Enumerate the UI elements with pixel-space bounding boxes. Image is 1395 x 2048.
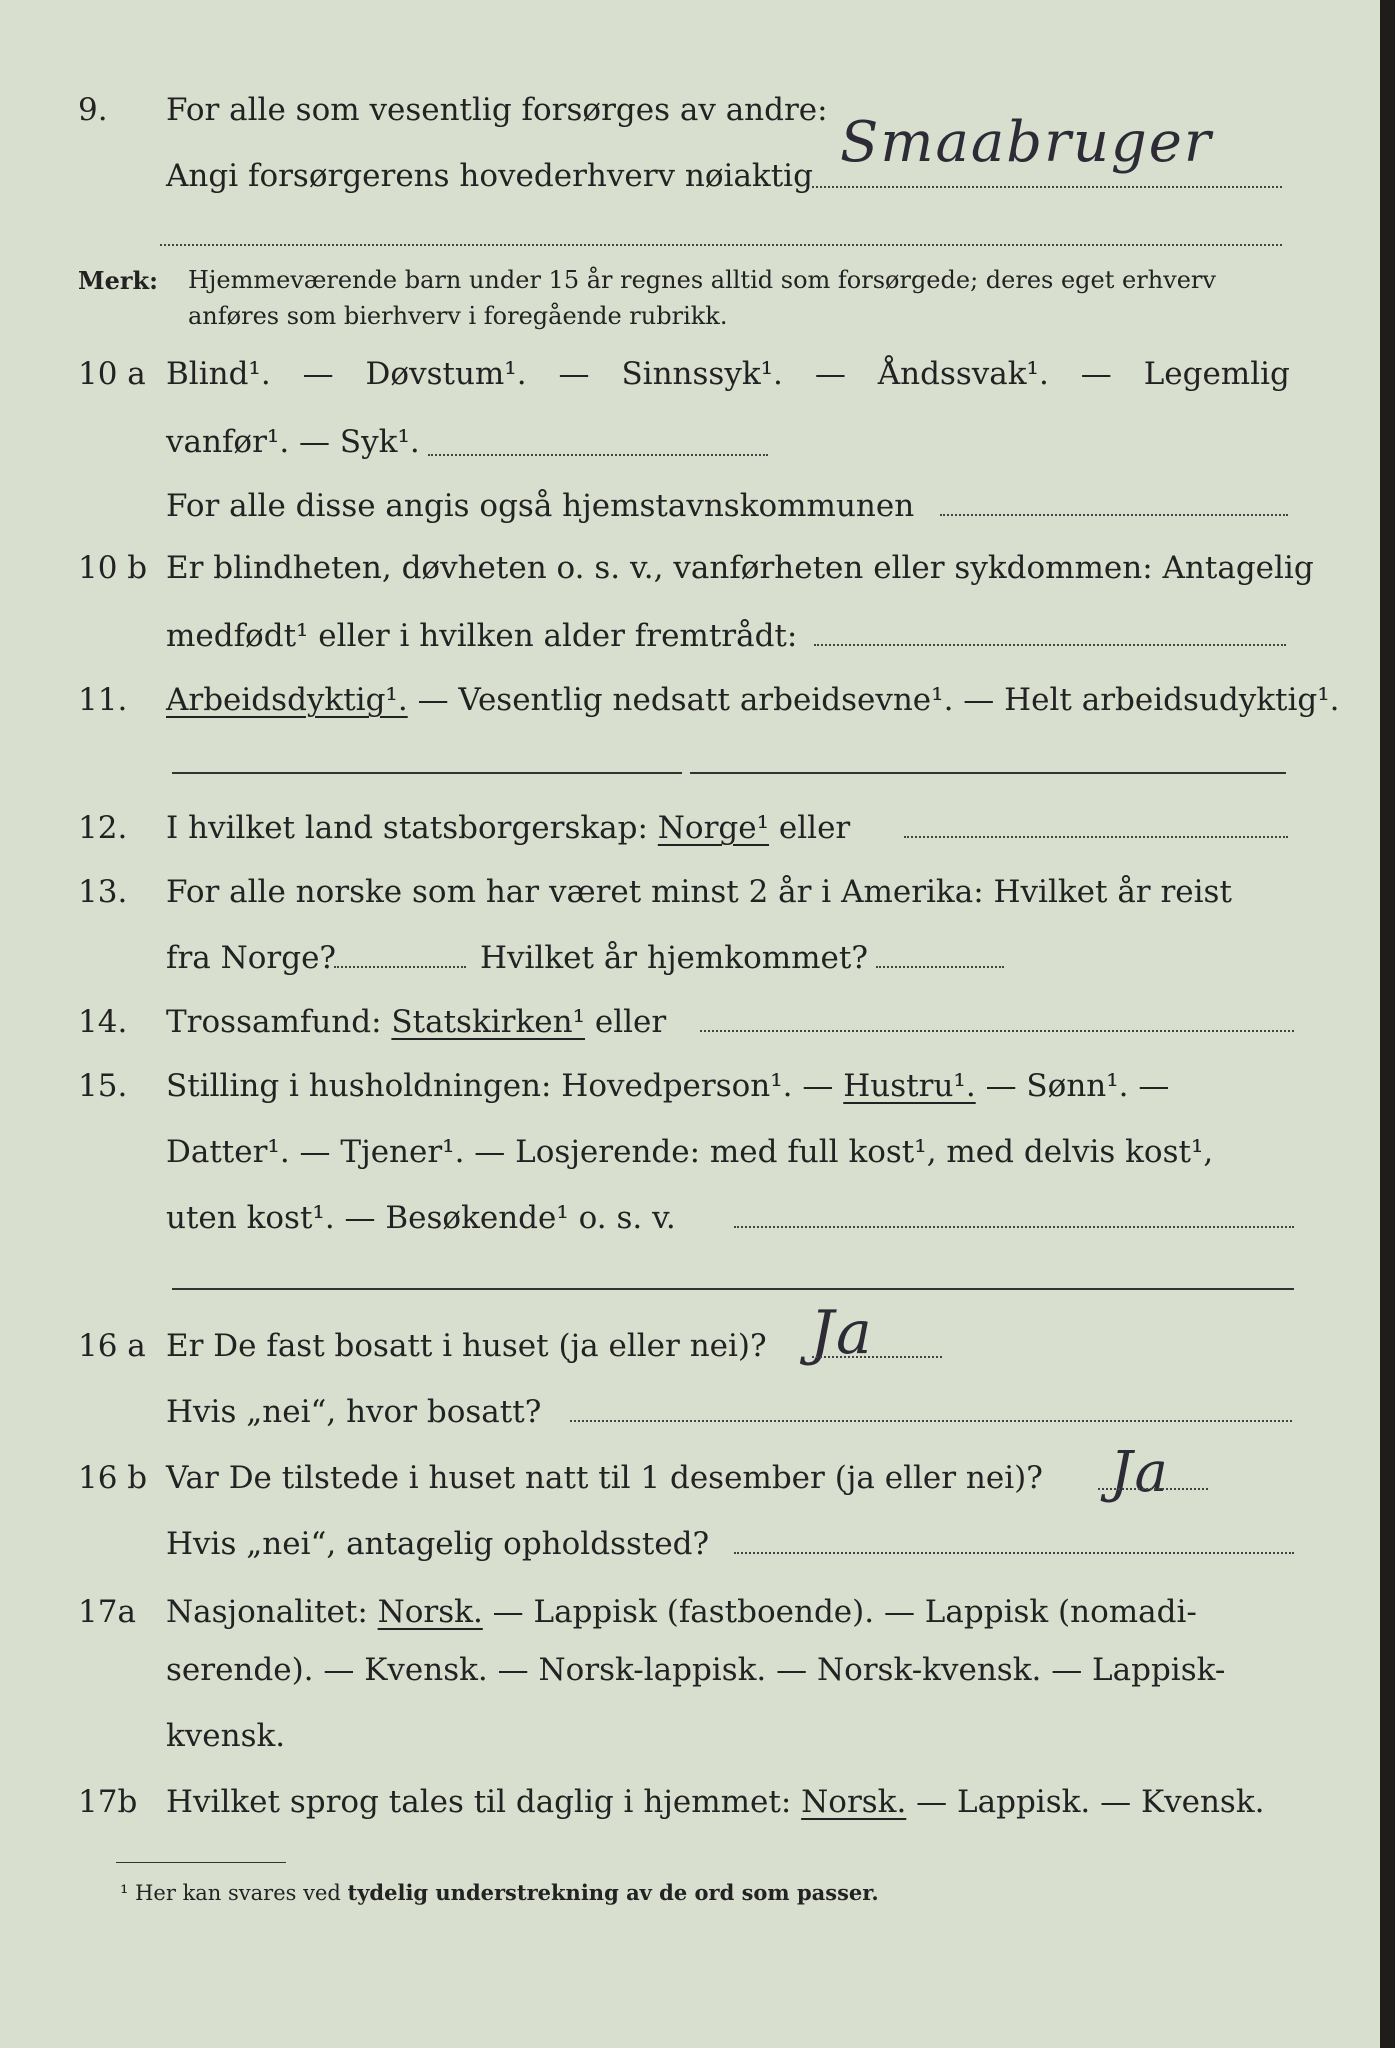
q10a-opt-dovstum: Døvstum¹. — [365, 356, 527, 392]
q14-tail: eller — [594, 1004, 667, 1040]
q17a-line-1 — [166, 1594, 1197, 1630]
scan-edge — [1380, 0, 1395, 2048]
divider-line — [172, 1288, 1294, 1290]
q14-answer-line[interactable] — [700, 1030, 1294, 1032]
q10a-dash: — — [558, 356, 590, 392]
q14-line — [166, 1004, 666, 1040]
q12-text: I hvilket land statsborgerskap: — [166, 810, 648, 846]
q10a-number: 10 a — [78, 356, 146, 392]
q11-selected-option: Arbeidsdyktig¹. — [166, 682, 408, 718]
q17b-selected-option: Norsk. — [801, 1784, 907, 1820]
divider-line — [172, 772, 682, 774]
q10a-line-2: vanfør¹. — Syk¹. — [166, 424, 420, 460]
q11-rest: — Vesentlig nedsatt arbeidsevne¹. — Helt arbeidsudyktig¹. — [417, 682, 1340, 718]
q16b-answer-line[interactable] — [1098, 1488, 1208, 1490]
q13-line-2b: Hvilket år hjemkommet? — [480, 940, 868, 976]
divider-line — [690, 772, 1286, 774]
q10a-opt-sinnssyk: Sinnssyk¹. — [621, 356, 783, 392]
q10a-dash: — — [302, 356, 334, 392]
q15-selected-option: Hustru¹. — [843, 1068, 976, 1104]
footnote-rule — [116, 1862, 286, 1863]
q10a-dash: — — [814, 356, 846, 392]
q13-number: 13. — [78, 874, 128, 910]
q15-line-3: uten kost¹. — Besøkende¹ o. s. v. — [166, 1200, 676, 1236]
q17a-selected-option: Norsk. — [377, 1594, 483, 1630]
q15-line-2: Datter¹. — Tjener¹. — Losjerende: med full kost¹, med delvis kost¹, — [166, 1134, 1214, 1170]
q10a-answer-line-2[interactable] — [940, 514, 1288, 516]
merk-line-1: Hjemmeværende barn under 15 år regnes alltid som forsørgede; deres eget erhverv — [188, 266, 1216, 294]
footnote — [120, 1880, 879, 1905]
q10a-opt-andssvak: Åndssvak¹. — [877, 356, 1049, 392]
q12-tail: eller — [778, 810, 851, 846]
q17a-line-2: serende). — Kvensk. — Norsk-lappisk. — Norsk-kvensk. — Lappisk- — [166, 1652, 1226, 1688]
merk-label: Merk: — [78, 266, 158, 295]
footnote-bold-text: tydelig understrekning av de ord som passer. — [347, 1880, 879, 1905]
q9-number: 9. — [78, 92, 108, 128]
q17b-number: 17b — [78, 1784, 138, 1820]
merk-line-2: anføres som bierhverv i foregående rubrikk. — [188, 302, 728, 330]
q17a-number: 17a — [78, 1594, 136, 1630]
q17a-line-1a: Nasjonalitet: — [166, 1594, 368, 1630]
q17b-line — [166, 1784, 1264, 1820]
q16a-line-1: Er De fast bosatt i huset (ja eller nei)? — [166, 1328, 767, 1364]
q13-reist-line[interactable] — [334, 966, 466, 968]
q10b-number: 10 b — [78, 550, 148, 586]
q12-answer-line[interactable] — [904, 836, 1288, 838]
q10b-answer-line[interactable] — [814, 644, 1286, 646]
q17b-text: Hvilket sprog tales til daglig i hjemmet: — [166, 1784, 792, 1820]
q16b-line-1: Var De tilstede i huset natt til 1 desember (ja eller nei)? — [166, 1460, 1043, 1496]
q13-hjemkommet-line[interactable] — [876, 966, 1004, 968]
q16b-handwritten-answer: Ja — [1110, 1440, 1170, 1505]
q13-line-1: For alle norske som har været minst 2 år i Amerika: Hvilket år reist — [166, 874, 1232, 910]
q9-line-2: Angi forsørgerens hovederhverv nøiaktig — [166, 158, 813, 194]
q10b-line-1: Er blindheten, døvheten o. s. v., vanførheten eller sykdommen: Antagelig — [166, 550, 1314, 586]
q10a-opt-blind: Blind¹. — [166, 356, 271, 392]
q9-answer-line[interactable] — [812, 186, 1282, 188]
q17a-line-1b: — Lappisk (fastboende). — Lappisk (nomadi- — [492, 1594, 1197, 1630]
q17b-rest: — Lappisk. — Kvensk. — [916, 1784, 1265, 1820]
q15-answer-line[interactable] — [734, 1226, 1294, 1228]
q15-line-1 — [166, 1068, 1169, 1104]
q9-extra-line[interactable] — [160, 244, 1282, 246]
q14-number: 14. — [78, 1004, 128, 1040]
q16a-bosatt-line[interactable] — [570, 1420, 1292, 1422]
q11-line — [166, 682, 1340, 718]
q15-number: 15. — [78, 1068, 128, 1104]
q16a-line-2: Hvis „nei“, hvor bosatt? — [166, 1394, 542, 1430]
q15-line-1a: Stilling i husholdningen: Hovedperson¹. — — [166, 1068, 834, 1104]
q10a-line-1 — [166, 356, 1290, 392]
q16a-handwritten-answer: Ja — [810, 1298, 874, 1368]
footnote-text: Her kan svares ved — [135, 1881, 341, 1905]
q10a-opt-legemlig: Legemlig — [1143, 356, 1290, 392]
q16b-line-2: Hvis „nei“, antagelig opholdssted? — [166, 1526, 710, 1562]
q14-text: Trossamfund: — [166, 1004, 382, 1040]
q17a-line-3: kvensk. — [166, 1718, 286, 1754]
q11-number: 11. — [78, 682, 128, 718]
q16b-number: 16 b — [78, 1460, 148, 1496]
q10a-answer-line-1[interactable] — [428, 454, 768, 456]
q16a-answer-line[interactable] — [812, 1356, 942, 1358]
q13-line-2a: fra Norge? — [166, 940, 337, 976]
q9-handwritten-answer: Smaabruger — [840, 110, 1213, 175]
q12-number: 12. — [78, 810, 128, 846]
q10a-line-3: For alle disse angis også hjemstavnskommunen — [166, 488, 915, 524]
q12-selected-option: Norge¹ — [657, 810, 770, 846]
q12-line — [166, 810, 850, 846]
q16a-number: 16 a — [78, 1328, 146, 1364]
q14-selected-option: Statskirken¹ — [391, 1004, 585, 1040]
q9-line-1: For alle som vesentlig forsørges av andre: — [166, 92, 828, 128]
footnote-mark: ¹ — [120, 1881, 129, 1905]
q10b-line-2: medfødt¹ eller i hvilken alder fremtrådt: — [166, 618, 798, 654]
q16b-opholdssted-line[interactable] — [734, 1552, 1294, 1554]
q15-line-1c: — Sønn¹. — — [985, 1068, 1170, 1104]
q10a-dash: — — [1080, 356, 1112, 392]
